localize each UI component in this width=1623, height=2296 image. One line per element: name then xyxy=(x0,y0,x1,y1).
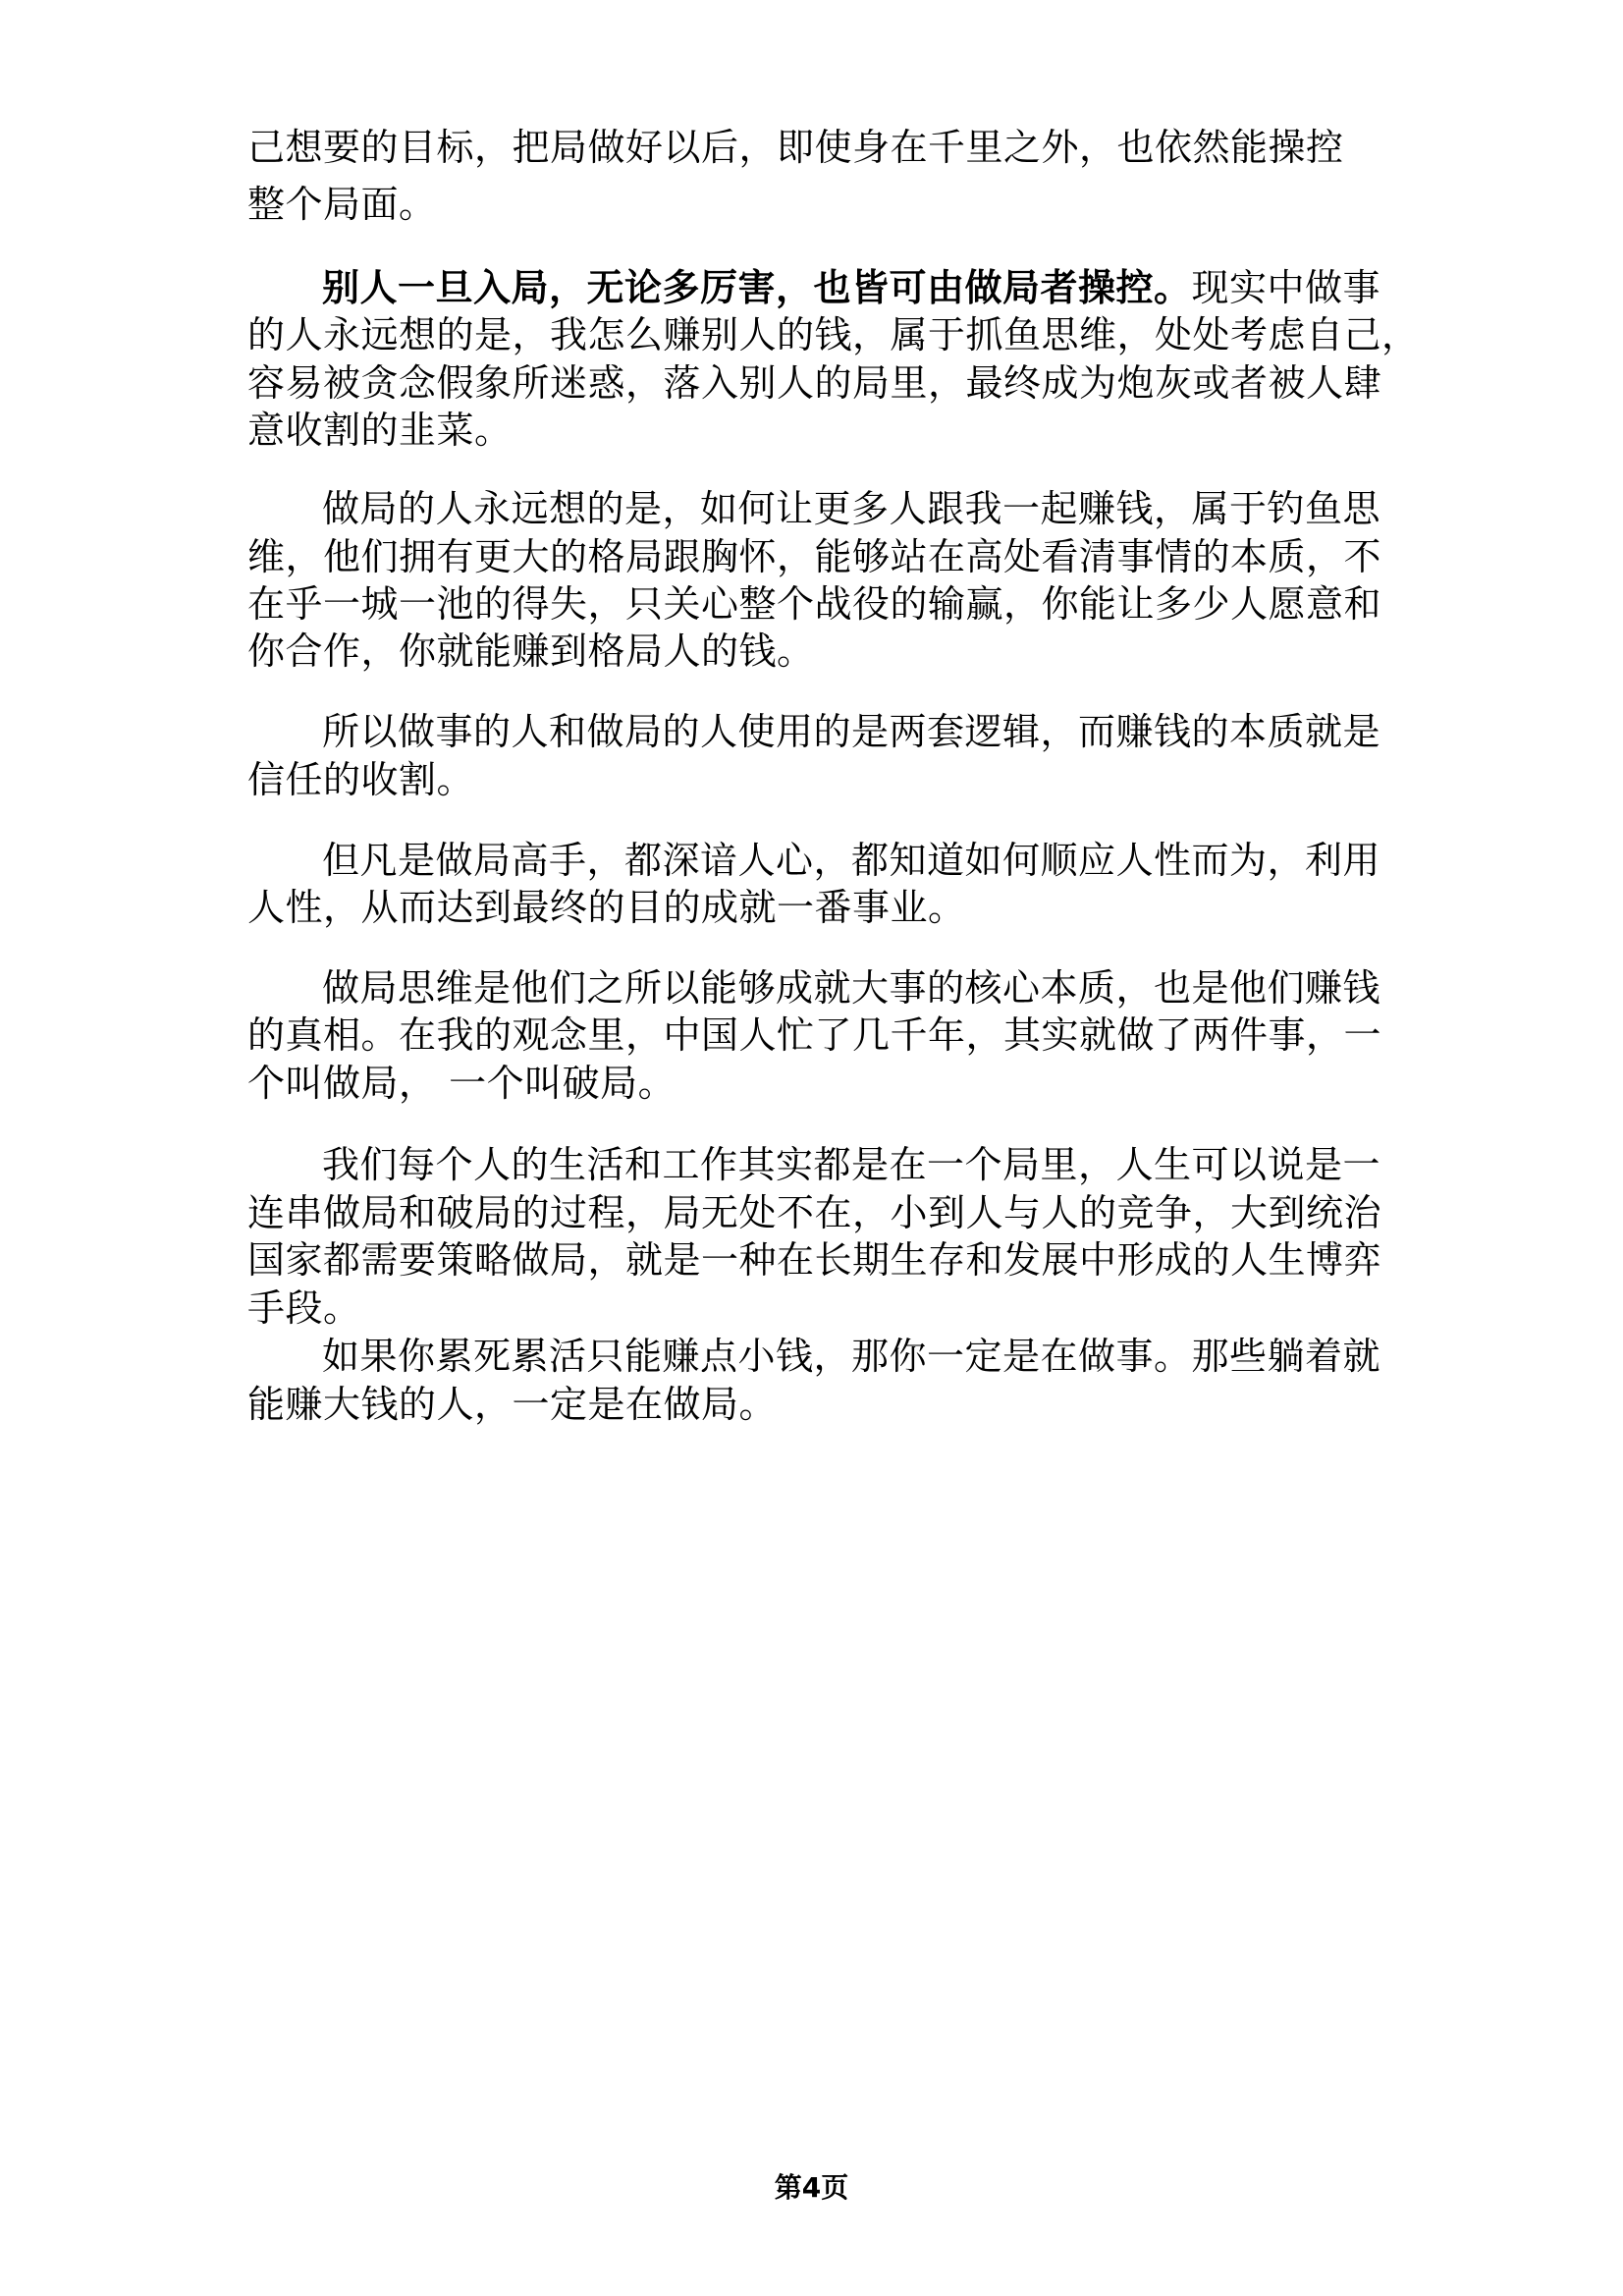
paragraph-2-line-1 xyxy=(322,263,1380,312)
paragraph-7-line-3: 国家都需要策略做局，就是一种在长期生存和发展中形成的人生博弈 xyxy=(247,1238,1382,1282)
paragraph-4-line-2: 信任的收割。 xyxy=(247,758,475,801)
paragraph-3-line-4: 你合作，你就能赚到格局人的钱。 xyxy=(247,629,815,673)
paragraph-2-line-4: 意收割的韭菜。 xyxy=(247,409,513,452)
paragraph-2-bold-lead: 别人一旦入局，无论多厉害，也皆可由做局者操控。 xyxy=(322,266,1192,309)
paragraph-8-line-1: 如果你累死累活只能赚点小钱，那你一定是在做事。那些躺着就 xyxy=(322,1335,1381,1378)
paragraph-4-line-1: 所以做事的人和做局的人使用的是两套逻辑，而赚钱的本质就是 xyxy=(322,710,1381,753)
paragraph-6-line-3: 个叫做局， 一个叫破局。 xyxy=(247,1062,676,1105)
paragraph-2-line-2: 的人永远想的是，我怎么赚别人的钱，属于抓鱼思维，处处考虑自己， xyxy=(247,313,1420,356)
paragraph-2-line-1-rest: 现实中做事 xyxy=(1191,266,1381,309)
paragraph-8-line-2: 能赚大钱的人，一定是在做局。 xyxy=(247,1383,778,1426)
paragraph-3-line-2: 维，他们拥有更大的格局跟胸怀，能够站在高处看清事情的本质，不 xyxy=(247,535,1382,578)
paragraph-5-line-2: 人性，从而达到最终的目的成就一番事业。 xyxy=(247,886,966,929)
paragraph-6-line-2: 的真相。在我的观念里，中国人忙了几千年，其实就做了两件事，一 xyxy=(247,1013,1382,1057)
paragraph-2-line-3: 容易被贪念假象所迷惑，落入别人的局里，最终成为炮灰或者被人肆 xyxy=(247,361,1382,405)
paragraph-1-line-1: 己想要的目标，把局做好以后，即使身在千里之外，也依然能操控 xyxy=(247,126,1344,169)
paragraph-3-line-3: 在乎一城一池的得失，只关心整个战役的输赢，你能让多少人愿意和 xyxy=(247,582,1382,626)
paragraph-1-line-2: 整个局面。 xyxy=(247,183,437,226)
paragraph-7-line-1: 我们每个人的生活和工作其实都是在一个局里，人生可以说是一 xyxy=(322,1143,1381,1186)
paragraph-7-line-4: 手段。 xyxy=(247,1286,361,1330)
paragraph-7-line-2: 连串做局和破局的过程，局无处不在，小到人与人的竞争，大到统治 xyxy=(247,1191,1382,1234)
paragraph-3-line-1: 做局的人永远想的是，如何让更多人跟我一起赚钱，属于钓鱼思 xyxy=(322,487,1381,530)
paragraph-5-line-1: 但凡是做局高手，都深谙人心，都知道如何顺应人性而为，利用 xyxy=(322,839,1381,882)
paragraph-6-line-1: 做局思维是他们之所以能够成就大事的核心本质，也是他们赚钱 xyxy=(322,966,1381,1010)
page-number-footer: 第4页 xyxy=(774,2171,849,2204)
